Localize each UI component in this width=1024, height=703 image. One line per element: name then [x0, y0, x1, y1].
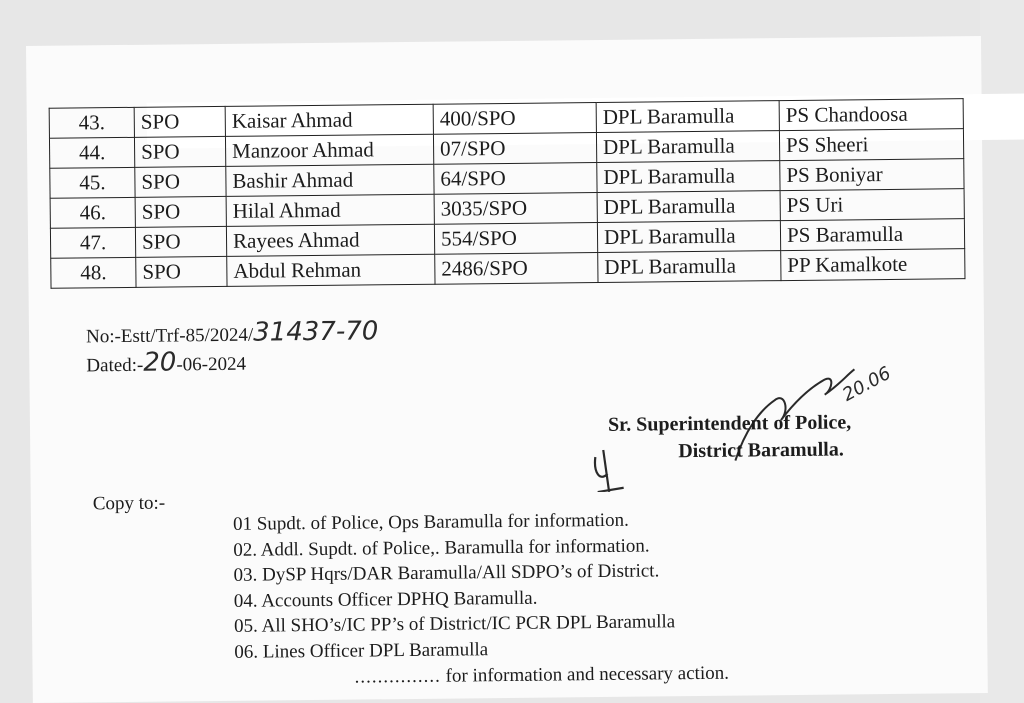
closing-text: for information and necessary action.: [440, 662, 730, 687]
posting-cell: PS Uri: [780, 189, 964, 221]
rank-cell: SPO: [136, 256, 227, 287]
posting-cell: PS Boniyar: [780, 159, 964, 191]
name-cell: Abdul Rehman: [227, 254, 435, 286]
signatory-title: Sr. Superintendent of Police,: [607, 411, 852, 436]
rank-cell: SPO: [135, 226, 226, 257]
name-cell: Bashir Ahmad: [226, 164, 434, 196]
rank-cell: SPO: [134, 106, 225, 137]
rank-cell: SPO: [134, 136, 225, 167]
name-cell: Rayees Ahmad: [226, 224, 434, 256]
order-date-handwritten: 20: [143, 347, 177, 378]
serial-cell: 45.: [50, 167, 135, 198]
signature-date: 20.06: [839, 362, 895, 406]
signatory-block: [608, 409, 852, 466]
order-number: [86, 318, 379, 350]
transfer-table: [49, 98, 966, 289]
copy-to-item: 02. Addl. Supdt. of Police,. Baramulla for information.: [233, 534, 650, 561]
serial-cell: 44.: [49, 137, 134, 168]
order-date-label: Dated:-: [86, 354, 144, 377]
unit-cell: DPL Baramulla: [597, 191, 780, 223]
belt-number-cell: 2486/SPO: [435, 253, 598, 285]
name-cell: Kaisar Ahmad: [225, 104, 433, 136]
copy-to-list: [233, 507, 676, 665]
unit-cell: DPL Baramulla: [598, 251, 781, 283]
order-number-label: No:-Estt/Trf-85/2024/: [85, 324, 254, 348]
rank-cell: SPO: [135, 196, 226, 227]
unit-cell: DPL Baramulla: [596, 131, 779, 163]
rank-cell: SPO: [135, 166, 226, 197]
belt-number-cell: 3035/SPO: [434, 193, 597, 225]
posting-cell: PP Kamalkote: [781, 249, 965, 281]
belt-number-cell: 400/SPO: [433, 103, 596, 135]
unit-cell: DPL Baramulla: [597, 161, 780, 193]
belt-number-cell: 64/SPO: [434, 163, 597, 195]
document-page: [26, 36, 988, 703]
name-cell: Hilal Ahmad: [226, 194, 434, 226]
posting-cell: PS Chandoosa: [779, 99, 963, 131]
copy-to-item: 01 Supdt. of Police, Ops Baramulla for information.: [232, 509, 629, 535]
serial-cell: 47.: [50, 227, 135, 258]
serial-cell: 43.: [49, 107, 134, 138]
copy-to-item: 06. Lines Officer DPL Baramulla: [234, 638, 489, 663]
copy-to-heading: Copy to:-: [92, 492, 166, 515]
unit-cell: DPL Baramulla: [597, 221, 780, 253]
closing-dots: ...............: [354, 665, 441, 688]
serial-cell: 46.: [50, 197, 135, 228]
reference-block: [86, 318, 379, 379]
posting-cell: PS Baramulla: [780, 219, 964, 251]
order-number-handwritten: 31437-70: [252, 316, 379, 348]
serial-cell: 48.: [51, 257, 136, 288]
order-date-suffix: -06-2024: [176, 353, 247, 376]
copy-to-item: 05. All SHO’s/IC PP’s of District/IC PCR DPL Baramulla: [233, 611, 676, 637]
posting-cell: PS Sheeri: [779, 129, 963, 161]
closing-line: [355, 663, 730, 689]
belt-number-cell: 07/SPO: [433, 133, 596, 165]
belt-number-cell: 554/SPO: [434, 223, 597, 255]
order-date: [86, 347, 379, 379]
copy-to-item: 03. DySP Hqrs/DAR Baramulla/All SDPO’s of District.: [233, 560, 660, 586]
signatory-district: District Baramulla.: [678, 438, 844, 463]
copy-to-item: 04. Accounts Officer DPHQ Baramulla.: [233, 587, 538, 612]
name-cell: Manzoor Ahmad: [225, 134, 433, 166]
unit-cell: DPL Baramulla: [596, 101, 779, 133]
